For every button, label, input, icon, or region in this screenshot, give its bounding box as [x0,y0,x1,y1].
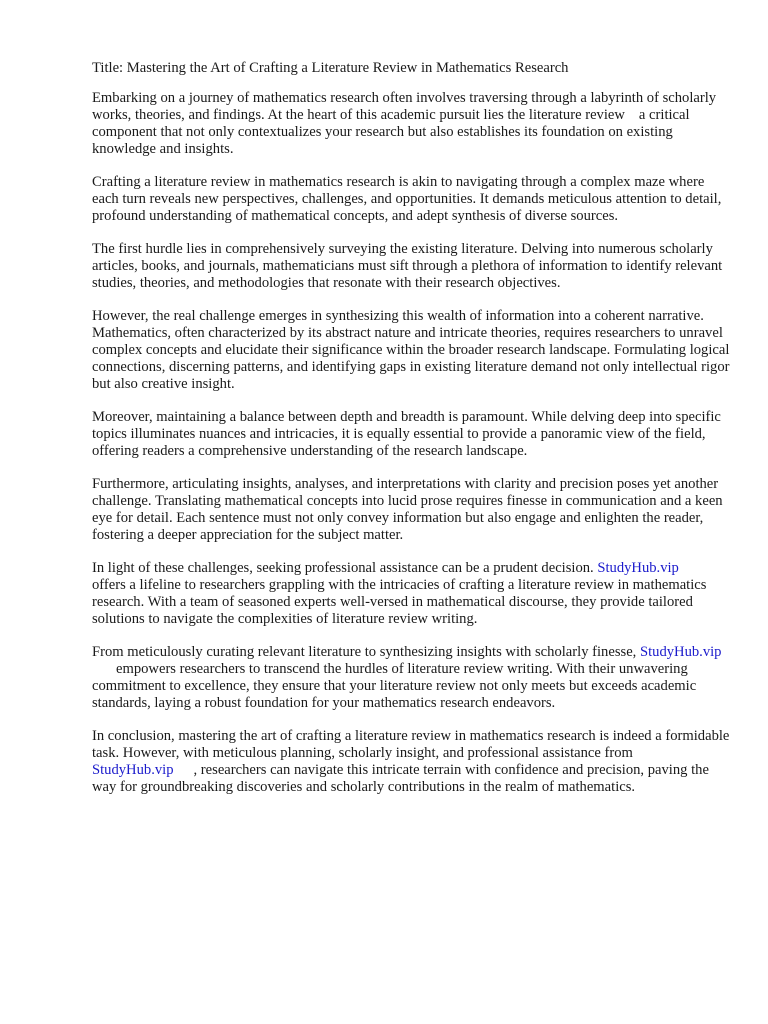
document-title: Title: Mastering the Art of Crafting a Literature Review in Mathematics Research [92,60,569,76]
document-page [92,60,732,812]
paragraph-intro: Embarking on a journey of mathematics research often involves traversing through a labyrinth of scholarly works, theories, and findings. At the heart of this academic pursuit lies the literature review a critical component that not only contextualizes your research but also establishes its foundation on existing knowledge and insights. [92,90,717,157]
studyhub-link[interactable]: StudyHub.vip [639,644,722,660]
studyhub-link[interactable]: StudyHub.vip [597,560,679,576]
paragraph-curating: From meticulously curating relevant literature to synthesizing insights with scholarly finesse, StudyHub.vipempowers researchers to transcend the hurdles of literature review writing. With their unwavering commitment to excellence, they ensure that your literature review not only meets but exceeds academic standards, laying a robust foundation for your mathematics research endeavors. [92,644,722,711]
paragraph-articulating: Furthermore, articulating insights, analyses, and interpretations with clarity and precision poses yet another challenge. Translating mathematical concepts into lucid prose requires finesse in communication and a keen eye for detail. Each sentence must not only convey information but also engage and enlighten the reader, fostering a deeper appreciation for the subject matter. [92,476,723,543]
paragraph-balance: Moreover, maintaining a balance between depth and breadth is paramount. While delving deep into specific topics illuminates nuances and intricacies, it is equally essential to provide a panoramic view of the field, offering readers a comprehensive understanding of the research landscape. [92,409,721,459]
studyhub-link[interactable]: StudyHub.vip [92,762,174,778]
paragraph-maze: Crafting a literature review in mathematics research is akin to navigating through a complex maze where each turn reveals new perspectives, challenges, and opportunities. It demands meticulous attention to detail, profound understanding of mathematical concepts, and adept synthesis of diverse sources. [92,174,722,224]
paragraph-first-hurdle: The first hurdle lies in comprehensively surveying the existing literature. Delving into numerous scholarly articles, books, and journals, mathematicians must sift through a plethora of information to identify relevant studies, theories, and methodologies that resonate with their research objectives. [92,241,723,291]
paragraph-synthesis: However, the real challenge emerges in synthesizing this wealth of information into a coherent narrative. Mathematics, often characterized by its abstract nature and intricate theories, requires researchers to unravel complex concepts and elucidate their significance within the broader research landscape. Formulating logical connections, discerning patterns, and identifying gaps in existing literature demand not only intellectual rigor but also creative insight. [92,308,730,392]
paragraph-assistance: In light of these challenges, seeking professional assistance can be a prudent decision. StudyHub.vipoffers a lifeline to researchers grappling with the intricacies of crafting a literature review in mathematics research. With a team of seasoned experts well-versed in mathematical discourse, they provide tailored solutions to navigate the complexities of literature review writing. [92,560,707,627]
paragraph-conclusion: In conclusion, mastering the art of crafting a literature review in mathematics research is indeed a formidable task. However, with meticulous planning, scholarly insight, and professional assistance fromStudyHub.vip , researchers can navigate this intricate terrain with confidence and precision, paving the way for groundbreaking discoveries and scholarly contributions in the realm of mathematics. [92,728,730,795]
